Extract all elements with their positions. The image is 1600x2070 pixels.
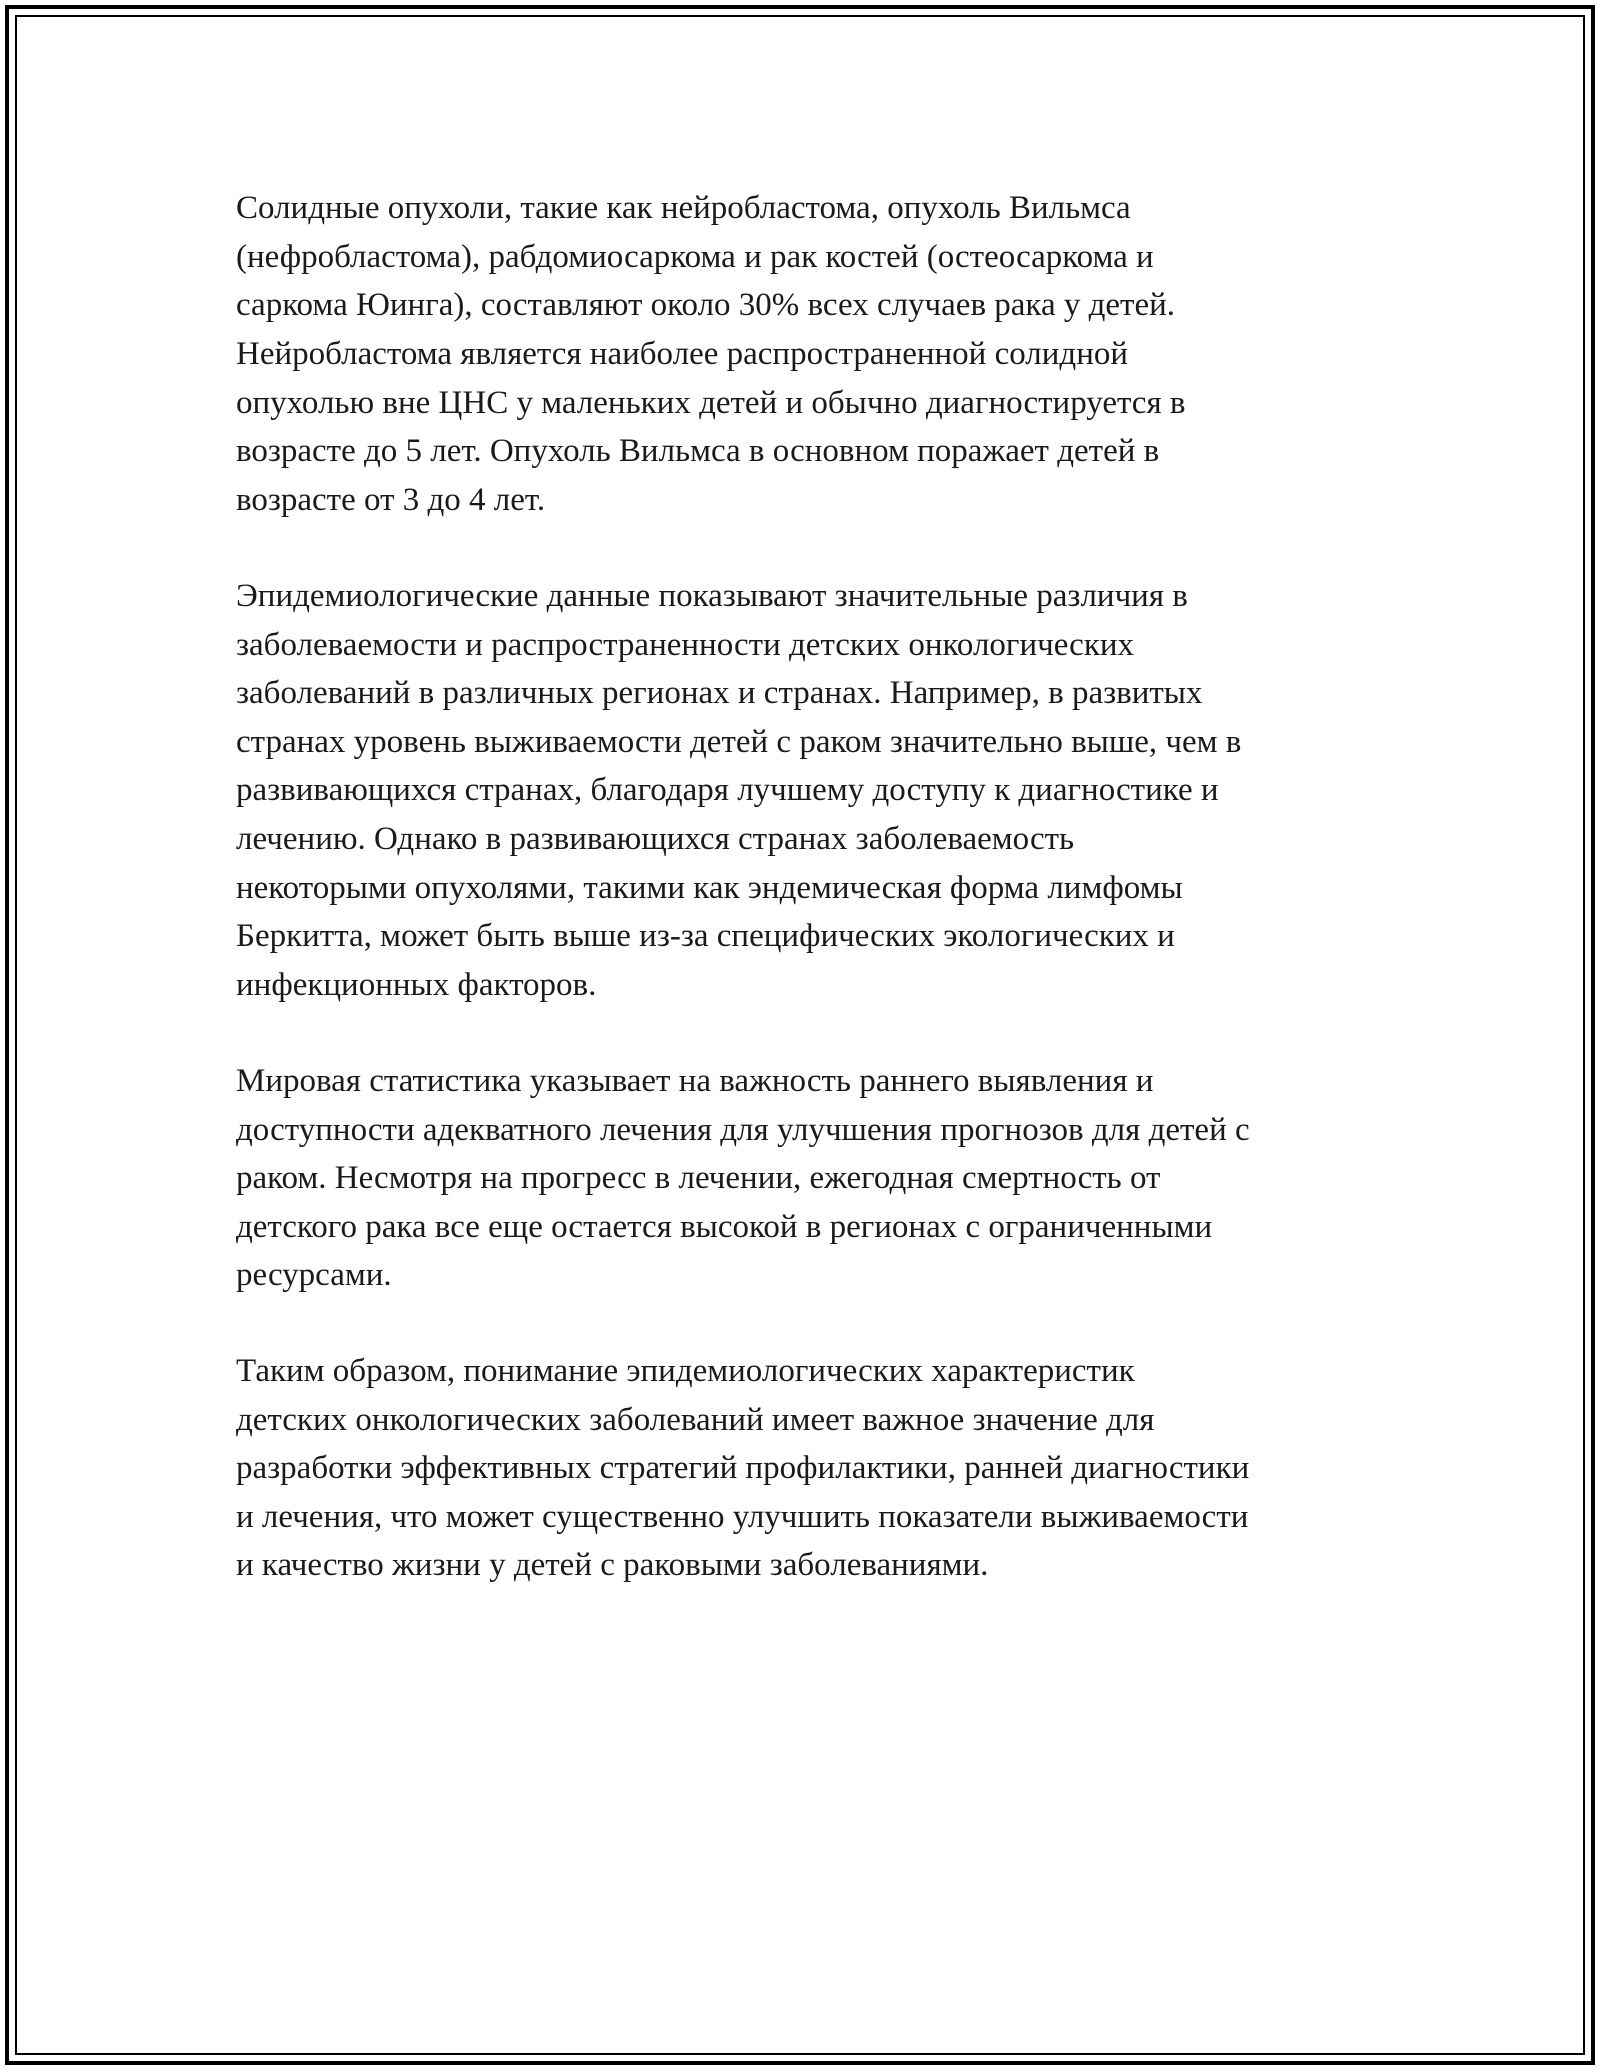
- paragraph-line: и качество жизни у детей с раковыми заболеваниями.: [236, 1547, 989, 1583]
- paragraph-line: Таким образом, понимание эпидемиологических характеристик: [236, 1353, 1135, 1389]
- paragraph-line: заболеваний в различных регионах и странах. Например, в развитых: [236, 675, 1203, 711]
- paragraph-line: заболеваемости и распространенности детских онкологических: [236, 627, 1135, 663]
- paragraph-line: опухолью вне ЦНС у маленьких детей и обычно диагностируется в: [236, 385, 1186, 421]
- paragraph-line: Мировая статистика указывает на важность раннего выявления и: [236, 1063, 1154, 1099]
- paragraph-line: возрасте до 5 лет. Опухоль Вильмса в основном поражает детей в: [236, 433, 1160, 469]
- paragraph-line: возрасте от 3 до 4 лет.: [236, 482, 546, 518]
- paragraph-line: лечению. Однако в развивающихся странах заболеваемость: [236, 821, 1075, 857]
- paragraph-line: доступности адекватного лечения для улучшения прогнозов для детей с: [236, 1112, 1250, 1148]
- paragraph-line: Солидные опухоли, такие как нейробластома, опухоль Вильмса: [236, 190, 1131, 226]
- paragraph-line: (нефробластома), рабдомиосаркома и рак костей (остеосаркома и: [236, 239, 1154, 275]
- paragraph-line: саркома Юинга), составляют около 30% всех случаев рака у детей.: [236, 287, 1176, 323]
- paragraph-line: Эпидемиологические данные показывают значительные различия в: [236, 578, 1188, 614]
- paragraph-line: развивающихся странах, благодаря лучшему доступу к диагностике и: [236, 772, 1219, 808]
- paragraph-line: инфекционных факторов.: [236, 967, 597, 1003]
- paragraph-line: разработки эффективных стратегий профилактики, ранней диагностики: [236, 1450, 1250, 1486]
- paragraph-line: детского рака все еще остается высокой в регионах с ограниченными: [236, 1209, 1213, 1245]
- paragraph-line: странах уровень выживаемости детей с раком значительно выше, чем в: [236, 724, 1242, 760]
- paragraph-line: ресурсами.: [236, 1257, 392, 1293]
- paragraph-line: некоторыми опухолями, такими как эндемическая форма лимфомы: [236, 870, 1183, 906]
- paragraph-line: Беркитта, может быть выше из-за специфических экологических и: [236, 918, 1175, 954]
- paragraph-line: Нейробластома является наиболее распространенной солидной: [236, 336, 1129, 372]
- paragraph-line: детских онкологических заболеваний имеет важное значение для: [236, 1402, 1155, 1438]
- paragraph-line: и лечения, что может существенно улучшить показатели выживаемости: [236, 1499, 1249, 1535]
- paragraph-line: раком. Несмотря на прогресс в лечении, ежегодная смертность от: [236, 1160, 1161, 1196]
